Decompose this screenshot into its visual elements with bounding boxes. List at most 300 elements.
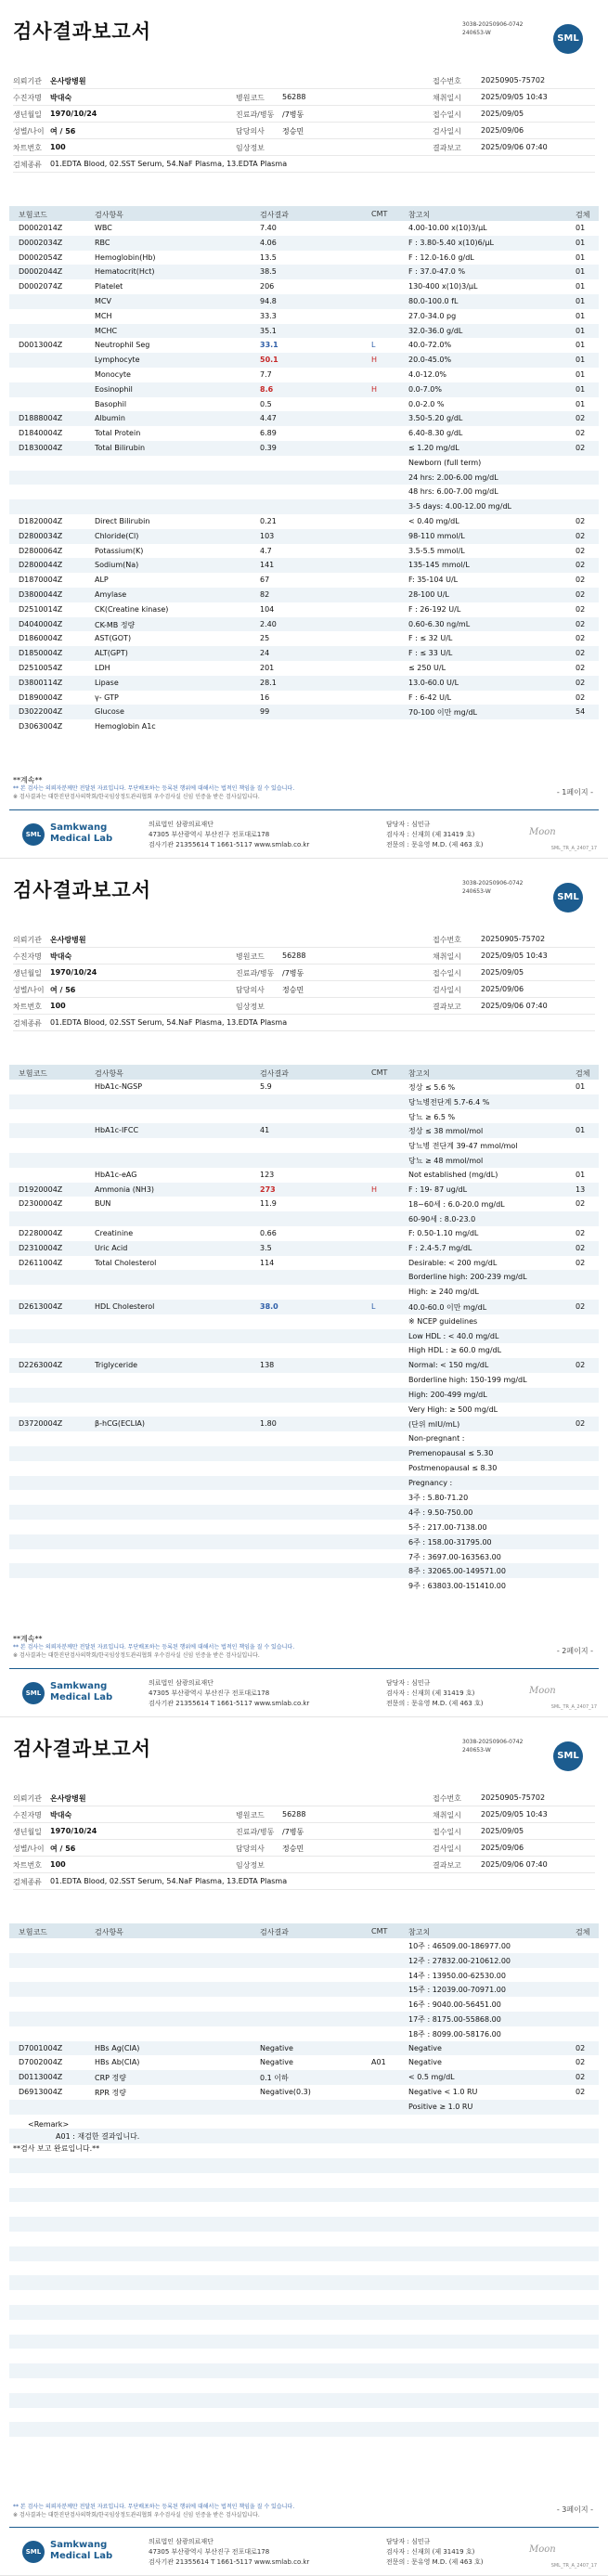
- test-result: 94.8: [260, 296, 277, 305]
- page-number: - 2페이지 -: [556, 1647, 593, 1655]
- test-result: 103: [260, 531, 275, 540]
- insurance-code: D2611004Z: [19, 1258, 63, 1267]
- reference-range: High HDL : ≥ 60.0 mg/dL: [408, 1346, 502, 1355]
- report-page: [0, 1717, 608, 2576]
- table-row: [9, 2349, 599, 2363]
- table-row: [9, 382, 599, 397]
- test-result: 38.0: [260, 1301, 278, 1311]
- column-header-cmt: CMT: [371, 210, 388, 218]
- table-row: [9, 1270, 599, 1285]
- column-header-cmt: CMT: [371, 1927, 388, 1935]
- info-chart: 100: [50, 143, 66, 151]
- test-result: Negative: [260, 2058, 293, 2067]
- insurance-code: D0013004Z: [19, 341, 63, 350]
- patient-info: [13, 72, 595, 173]
- table-row: [9, 456, 599, 471]
- test-name: ALT(GPT): [95, 649, 128, 658]
- test-name: γ- GTP: [95, 693, 119, 702]
- table-row: [9, 1373, 599, 1388]
- signature-image: Moon: [529, 827, 556, 837]
- info-test-date-label: 검사일시: [433, 127, 461, 136]
- reference-range: 48 hrs: 6.00-7.00 mg/dL: [408, 487, 498, 497]
- test-result: 50.1: [260, 356, 278, 365]
- reference-range: F: 35-104 U/L: [408, 576, 459, 585]
- table-row: [9, 1997, 599, 2012]
- reference-range: High: 200-499 mg/dL: [408, 1390, 487, 1399]
- table-row: [9, 514, 599, 529]
- table-row: [9, 2173, 599, 2188]
- table-row: [9, 2012, 599, 2026]
- info-row: [13, 123, 595, 139]
- info-dept-label: 진료과/병동: [236, 110, 275, 119]
- info-receipt-date-label: 접수일시: [433, 969, 461, 977]
- insurance-code: D1870004Z: [19, 576, 63, 585]
- test-result: 6.89: [260, 429, 277, 438]
- test-name: Basophil: [95, 399, 127, 408]
- reference-range: 60-90세 : 8.0-23.0: [408, 1215, 476, 1224]
- document-number-line: 240653-W: [462, 30, 491, 36]
- table-row: [9, 1578, 599, 1593]
- column-header-spec: 검체: [576, 211, 590, 219]
- test-name: CK(Creatine kinase): [95, 604, 169, 614]
- specimen-code: 02: [576, 663, 586, 672]
- table-row: [9, 1197, 599, 1211]
- table-row: [9, 324, 599, 339]
- specimen-code: 01: [576, 341, 586, 350]
- test-name: WBC: [95, 224, 112, 232]
- reference-range: 13.0-60.0 U/L: [408, 678, 459, 687]
- results-table-header: [9, 206, 599, 221]
- test-name: Hemoglobin A1c: [95, 722, 156, 731]
- info-patient-label: 수진자명: [13, 952, 42, 961]
- specimen-code: 54: [576, 707, 586, 717]
- info-receipt-no: 20250905-75702: [481, 76, 546, 84]
- insurance-code: D6913004Z: [19, 2087, 63, 2096]
- info-dept: /7병동: [282, 969, 304, 977]
- info-sex-age-label: 성별/나이: [13, 127, 45, 136]
- continued-marker: **계속**: [13, 1635, 43, 1643]
- reference-range: 당뇨 ≥ 6.5 %: [408, 1112, 456, 1121]
- table-row: [9, 1343, 599, 1358]
- info-specimen: 01.EDTA Blood, 02.SST Serum, 54.NaF Plasma, 13.EDTA Plasma: [50, 1877, 288, 1885]
- test-result: 0.39: [260, 443, 277, 452]
- table-row: [9, 1329, 599, 1344]
- info-receipt-date-label: 접수일시: [433, 110, 461, 119]
- column-header-result: 검사결과: [260, 211, 289, 219]
- sml-logo: SML: [553, 24, 583, 54]
- reference-range: 정상 ≤ 5.6 %: [408, 1083, 456, 1092]
- lab-address-line: 47305 부산광역시 부산진구 전포대로178: [149, 2548, 270, 2556]
- insurance-code: D1820004Z: [19, 516, 63, 525]
- specimen-code: 02: [576, 576, 586, 585]
- info-receipt-date: 2025/09/05: [481, 110, 524, 118]
- info-report-date-label: 결과보고: [433, 1861, 461, 1870]
- lab-name: [50, 1681, 112, 1703]
- insurance-code: D2800034Z: [19, 531, 63, 540]
- test-result: 11.9: [260, 1199, 277, 1209]
- specimen-code: 02: [576, 531, 586, 540]
- info-hospital: 온사랑병원: [50, 77, 86, 85]
- footnote: [13, 2503, 403, 2519]
- test-name: HbA1c-NGSP: [95, 1082, 143, 1091]
- column-header-name: 검사항목: [95, 1928, 123, 1936]
- results-table: [9, 1080, 599, 1593]
- specimen-code: 02: [576, 1228, 586, 1237]
- specimen-code: 01: [576, 282, 586, 291]
- column-header-ref: 참고치: [408, 1928, 431, 1936]
- table-row: [9, 1476, 599, 1491]
- test-result: 13.5: [260, 252, 277, 262]
- test-name: HDL Cholesterol: [95, 1301, 155, 1311]
- lab-address: [149, 820, 309, 850]
- reference-range: 32.0-36.0 g/dL: [408, 326, 463, 335]
- reference-range: Desirable: < 200 mg/dL: [408, 1258, 498, 1267]
- reference-range: Normal: < 150 mg/dL: [408, 1361, 489, 1370]
- reference-range: 당뇨병전단계 5.7-6.4 %: [408, 1097, 490, 1107]
- table-row: [9, 1080, 599, 1094]
- reference-range: Non-pregnant :: [408, 1434, 465, 1443]
- info-test-date: 2025/09/06: [481, 1844, 524, 1852]
- reference-range: < 0.5 mg/dL: [408, 2073, 455, 2082]
- table-row: [9, 1938, 599, 1953]
- test-name: Hematocrit(Hct): [95, 267, 155, 277]
- table-row: [9, 1968, 599, 1983]
- info-report-date-label: 결과보고: [433, 144, 461, 152]
- table-row: [9, 397, 599, 412]
- test-result: 41: [260, 1126, 270, 1135]
- info-clinical-label: 임상정보: [236, 1003, 265, 1011]
- lab-name: [50, 822, 112, 845]
- info-patient: 박대숙: [50, 1811, 72, 1819]
- test-result: 3.5: [260, 1243, 272, 1252]
- info-collect: 2025/09/05 10:43: [481, 951, 548, 960]
- lab-name-line: Medical Lab: [50, 834, 113, 844]
- table-row: [9, 2041, 599, 2056]
- signatory-line: 전문의 : 문유영 M.D. (제 463 호): [386, 2558, 484, 2566]
- specimen-code: 01: [576, 311, 586, 320]
- table-row: [9, 2290, 599, 2305]
- specimen-code: 02: [576, 1361, 586, 1370]
- info-hospital: 온사랑병원: [50, 936, 86, 944]
- insurance-code: D3063004Z: [19, 722, 63, 731]
- table-row: [9, 1123, 599, 1138]
- table-row: [9, 1168, 599, 1183]
- reference-range: Newborn (full term): [408, 458, 482, 467]
- reference-range: 15주 : 12039.00-70971.00: [408, 1986, 506, 1995]
- result-flag: H: [371, 356, 378, 365]
- table-row: [9, 646, 599, 661]
- table-row: [9, 1403, 599, 1417]
- insurance-code: D1850004Z: [19, 649, 63, 658]
- reference-range: 당뇨병 전단계 39-47 mmol/mol: [408, 1142, 518, 1151]
- page-number: - 1페이지 -: [556, 788, 593, 796]
- lab-name-line: Medical Lab: [50, 2551, 113, 2561]
- document-number-line: 3038-20250906-0742: [462, 21, 524, 28]
- document-number: [462, 879, 523, 896]
- signatories: [386, 820, 484, 850]
- test-result: 16: [260, 693, 270, 702]
- test-result: 82: [260, 589, 270, 599]
- info-sex-age: 여 / 56: [50, 1845, 76, 1853]
- footer-logo: SML: [22, 823, 45, 846]
- specimen-code: 02: [576, 561, 586, 570]
- form-code: SML_TR_A_2407_17: [550, 846, 597, 851]
- info-row: [13, 1823, 595, 1840]
- table-row: [9, 617, 599, 632]
- reference-range: High: ≥ 240 mg/dL: [408, 1288, 479, 1297]
- lab-address-line: 의료법인 삼광의료재단: [149, 2538, 213, 2545]
- info-report-date-label: 결과보고: [433, 1003, 461, 1011]
- info-doctor-label: 담당의사: [236, 127, 265, 136]
- insurance-code: D0002014Z: [19, 224, 63, 232]
- info-hospital-label: 의뢰기관: [13, 936, 42, 944]
- insurance-code: D3720004Z: [19, 1419, 63, 1429]
- table-row: [9, 2158, 599, 2173]
- insurance-code: D0002074Z: [19, 282, 63, 291]
- lab-address-line: 검사기관 21355614 T 1661-5117 www.smlab.co.kr: [149, 841, 310, 848]
- test-result: 141: [260, 561, 275, 570]
- test-result: 206: [260, 282, 275, 291]
- table-row: [9, 2408, 599, 2423]
- info-row: [13, 156, 595, 173]
- info-receipt-no: 20250905-75702: [481, 935, 546, 943]
- table-row: [9, 338, 599, 353]
- insurance-code: D0002044Z: [19, 267, 63, 277]
- footnote-line: ** 본 검사는 의뢰자분께만 전달된 자료입니다. 무단배포하는 등록된 행위에 대해서는 법적인 책임을 질 수 있습니다.: [13, 1644, 295, 1650]
- reference-range: 0.0-2.0 %: [408, 399, 445, 408]
- test-result: 25: [260, 634, 270, 643]
- test-name: Creatinine: [95, 1228, 134, 1237]
- column-header-result: 검사결과: [260, 1069, 289, 1078]
- reference-range: Negative: [408, 2043, 442, 2052]
- column-header-result: 검사결과: [260, 1928, 289, 1936]
- test-name: β-hCG(ECLIA): [95, 1419, 146, 1429]
- table-row: [9, 1153, 599, 1168]
- table-row: [9, 2335, 599, 2349]
- specimen-code: 02: [576, 634, 586, 643]
- page-number: - 3페이지 -: [556, 2505, 593, 2514]
- reference-range: 27.0-34.0 pg: [408, 311, 457, 320]
- table-row: [9, 1417, 599, 1431]
- signatory-line: 검사자 : 신재희 (제 31419 호): [386, 1689, 475, 1697]
- results-table: [9, 1938, 599, 2452]
- info-patient: 박대숙: [50, 952, 72, 961]
- info-dept-label: 진료과/병동: [236, 1828, 275, 1836]
- info-patient-label: 수진자명: [13, 94, 42, 102]
- reference-range: Pregnancy :: [408, 1478, 453, 1487]
- reference-range: 3.50-5.20 g/dL: [408, 414, 463, 423]
- table-row: [9, 558, 599, 573]
- table-row: [9, 1314, 599, 1329]
- test-name: Total Cholesterol: [95, 1258, 157, 1267]
- table-row: [9, 2026, 599, 2041]
- specimen-code: 01: [576, 238, 586, 247]
- test-name: HbA1c-IFCC: [95, 1126, 139, 1135]
- table-row: [9, 2422, 599, 2437]
- remark-line: A01 : 재검한 결과입니다.: [56, 2131, 140, 2141]
- table-row: [9, 1953, 599, 1968]
- info-ward-code: 56288: [282, 951, 306, 960]
- info-receipt-date-label: 접수일시: [433, 1828, 461, 1836]
- table-row: [9, 1461, 599, 1476]
- table-row: [9, 368, 599, 382]
- test-name: Eosinophil: [95, 384, 133, 394]
- test-name: CRP 정량: [95, 2074, 126, 2083]
- insurance-code: D2510014Z: [19, 604, 63, 614]
- result-flag: L: [371, 1301, 376, 1311]
- info-row: [13, 139, 595, 156]
- reference-range: 4.0-12.0%: [408, 369, 447, 379]
- reference-range: 6주 : 158.00-31795.00: [408, 1537, 492, 1547]
- column-header-ref: 참고치: [408, 211, 431, 219]
- table-row: [9, 588, 599, 602]
- specimen-code: 02: [576, 1243, 586, 1252]
- info-ward-code-label: 병원코드: [236, 94, 265, 102]
- test-name: RBC: [95, 238, 110, 247]
- table-row: [9, 631, 599, 646]
- lab-address: [149, 2537, 309, 2568]
- signature-image: Moon: [529, 2544, 556, 2555]
- reference-range: Borderline high: 200-239 mg/dL: [408, 1273, 527, 1282]
- test-result: 1.80: [260, 1419, 277, 1429]
- insurance-code: D1890004Z: [19, 693, 63, 702]
- reference-range: F : ≤ 33 U/L: [408, 649, 453, 658]
- test-name: Hemoglobin(Hb): [95, 252, 156, 262]
- test-name: MCHC: [95, 326, 118, 335]
- remark-block: [13, 2118, 140, 2155]
- table-row: [9, 529, 599, 544]
- lab-address-line: 47305 부산광역시 부산진구 전포대로178: [149, 1689, 270, 1697]
- test-name: Monocyte: [95, 369, 131, 379]
- reference-range: F : ≤ 32 U/L: [408, 634, 453, 643]
- test-result: 24: [260, 649, 270, 658]
- table-row: [9, 2437, 599, 2452]
- table-row: [9, 2188, 599, 2203]
- table-row: [9, 602, 599, 617]
- info-dob-label: 생년월일: [13, 1828, 42, 1836]
- test-name: Sodium(Na): [95, 561, 139, 570]
- specimen-code: 13: [576, 1184, 586, 1194]
- reference-range: Very High: ≥ 500 mg/dL: [408, 1405, 498, 1414]
- results-table: [9, 221, 599, 734]
- test-result: 201: [260, 663, 275, 672]
- info-chart: 100: [50, 1002, 66, 1010]
- column-header-code: 보험코드: [19, 211, 47, 219]
- table-row: [9, 2232, 599, 2246]
- test-name: Chloride(Cl): [95, 531, 139, 540]
- test-result: 8.6: [260, 384, 274, 394]
- table-row: [9, 2378, 599, 2393]
- footnote-line: ** 본 검사는 의뢰자분께만 전달된 자료입니다. 무단배포하는 등록된 행위에 대해서는 법적인 책임을 질 수 있습니다.: [13, 2504, 295, 2510]
- insurance-code: D0002054Z: [19, 252, 63, 262]
- info-ward-code: 56288: [282, 1810, 306, 1819]
- info-row: [13, 998, 595, 1015]
- test-name: CK-MB 정량: [95, 620, 136, 629]
- reference-range: 3주 : 5.80-71.20: [408, 1494, 469, 1503]
- test-result: 0.66: [260, 1228, 277, 1237]
- reference-range: 14주 : 13950.00-62530.00: [408, 1971, 506, 1980]
- reference-range: F : 2.4-5.7 mg/dL: [408, 1243, 472, 1252]
- signatories: [386, 1678, 484, 1709]
- test-name: Albumin: [95, 414, 125, 423]
- test-name: Lymphocyte: [95, 356, 140, 365]
- test-result: 67: [260, 576, 270, 585]
- remark-end: **검사 보고 완료입니다.**: [13, 2143, 100, 2153]
- info-dept-label: 진료과/병동: [236, 969, 275, 977]
- signatory-line: 전문의 : 문유영 M.D. (제 463 호): [386, 1700, 484, 1707]
- insurance-code: D4040004Z: [19, 619, 63, 628]
- test-result: 38.5: [260, 267, 277, 277]
- table-row: [9, 1109, 599, 1124]
- info-test-date: 2025/09/06: [481, 985, 524, 993]
- column-header-name: 검사항목: [95, 211, 123, 219]
- insurance-code: D2510054Z: [19, 663, 63, 672]
- reference-range: 18주 : 8099.00-58176.00: [408, 2029, 501, 2039]
- table-row: [9, 426, 599, 441]
- specimen-code: 02: [576, 1258, 586, 1267]
- lab-address-line: 47305 부산광역시 부산진구 전포대로178: [149, 831, 270, 838]
- table-row: [9, 294, 599, 309]
- info-row: [13, 964, 595, 981]
- info-row: [13, 931, 595, 948]
- info-row: [13, 948, 595, 964]
- table-row: [9, 1520, 599, 1534]
- specimen-code: 01: [576, 384, 586, 394]
- table-row: [9, 309, 599, 324]
- info-report-date: 2025/09/06 07:40: [481, 143, 548, 151]
- test-name: MCV: [95, 296, 111, 305]
- reference-range: 당뇨 ≥ 48 mmol/mol: [408, 1156, 484, 1165]
- reference-range: Negative < 1.0 RU: [408, 2087, 478, 2096]
- table-row: [9, 1241, 599, 1256]
- test-name: BUN: [95, 1199, 111, 1209]
- test-result: 7.40: [260, 224, 277, 232]
- reference-range: 3-5 days: 4.00-12.00 mg/dL: [408, 502, 511, 511]
- test-result: 35.1: [260, 326, 277, 335]
- reference-range: Negative: [408, 2058, 442, 2067]
- lab-name-line: Samkwang: [50, 822, 108, 833]
- specimen-code: 02: [576, 429, 586, 438]
- info-dob: 1970/10/24: [50, 110, 97, 118]
- info-clinical-label: 임상정보: [236, 144, 265, 152]
- footnote-line: ※ 검사결과는 대한진단검사의학회/한국임상정도관리협회 우수검사실 신임 인증을 받은 검사실입니다.: [13, 794, 260, 800]
- info-row: [13, 1873, 595, 1890]
- test-result: 0.1 이하: [260, 2074, 289, 2083]
- patient-info: [13, 1790, 595, 1890]
- test-result: 138: [260, 1361, 275, 1370]
- table-row: [9, 279, 599, 294]
- reference-range: 3.5-5.5 mmol/L: [408, 546, 465, 555]
- specimen-code: 01: [576, 296, 586, 305]
- info-receipt-no-label: 접수번호: [433, 936, 461, 944]
- reference-range: 4.00-10.00 x(10)3/μL: [408, 224, 487, 232]
- specimen-code: 02: [576, 619, 586, 628]
- test-name: Total Protein: [95, 429, 141, 438]
- document-number-line: 240653-W: [462, 888, 491, 895]
- table-row: [9, 1138, 599, 1153]
- test-result: 114: [260, 1258, 275, 1267]
- document-number: [462, 1738, 523, 1754]
- signatory-line: 검사자 : 신재희 (제 31419 호): [386, 831, 475, 838]
- info-doctor-label: 담당의사: [236, 1845, 265, 1853]
- info-patient: 박대숙: [50, 94, 72, 102]
- info-dept: /7병동: [282, 1828, 304, 1836]
- lab-address-line: 의료법인 삼광의료재단: [149, 821, 213, 828]
- remark-title: <Remark>: [28, 2119, 70, 2129]
- specimen-code: 02: [576, 516, 586, 525]
- test-result: 273: [260, 1184, 276, 1194]
- test-result: 104: [260, 604, 275, 614]
